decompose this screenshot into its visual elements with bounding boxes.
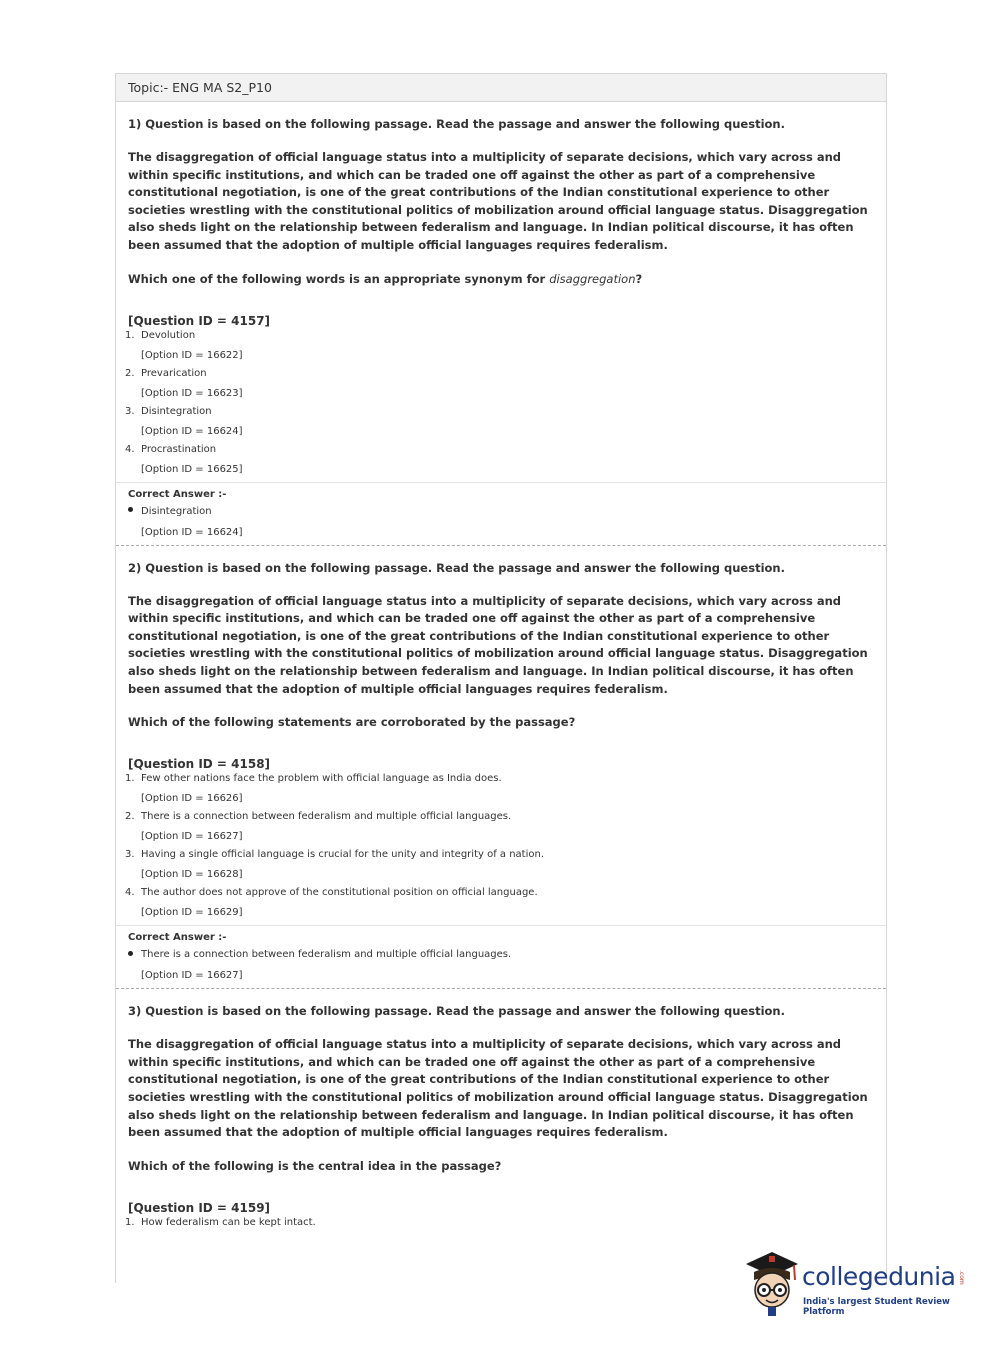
- question-paper: [115, 73, 887, 1283]
- option-item: 4. Procrastination [Option ID = 16625]: [128, 444, 874, 475]
- bullet-icon: [128, 951, 133, 956]
- option-id: [Option ID = 16628]: [141, 869, 243, 881]
- student-mascot-icon: [742, 1250, 800, 1320]
- question-divider: [116, 545, 886, 546]
- question-prompt: Which one of the following words is an appropriate synonym for disaggregation?: [128, 271, 643, 286]
- option-list: [125, 773, 874, 919]
- question-block: [116, 117, 886, 546]
- option-id: [Option ID = 16624]: [141, 425, 243, 437]
- option-item: 4. The author does not approve of the constitutional position on official language. [Option ID = 16629]: [128, 887, 874, 918]
- brand-name: collegedunia: [802, 1262, 956, 1291]
- question-divider: [116, 988, 886, 989]
- question-id: [Question ID = 4158]: [128, 757, 271, 772]
- option-id: [Option ID = 16629]: [141, 907, 243, 919]
- question-heading: 2) Question is based on the following passage. Read the passage and answer the following question.: [128, 560, 785, 575]
- collegedunia-logo: [742, 1250, 972, 1320]
- option-item: 1. Few other nations face the problem with official language as India does. [Option ID = 16626]: [128, 773, 874, 804]
- option-id: [Option ID = 16623]: [141, 387, 243, 399]
- correct-answer-option-id: [Option ID = 16624]: [141, 526, 243, 538]
- correct-answer-label: Correct Answer :-: [128, 488, 227, 500]
- option-id: [Option ID = 16622]: [141, 349, 243, 361]
- option-id: [Option ID = 16627]: [141, 831, 243, 843]
- brand-tagline: India's largest Student Review Platform: [803, 1297, 950, 1317]
- correct-answer-section: [116, 925, 886, 981]
- correct-answer-section: [116, 482, 886, 538]
- correct-answer: Disintegration: [128, 506, 874, 517]
- question-passage: The disaggregation of official language status into a multiplicity of separate decisions, which vary across and within specific institutions, and which can be traded one off against the other as part of a comprehensive constitutional negotiation, is one of the great contributions of the Indian constitutional experience to other societies wrestling with the constitutional politics of mobilization around official language status. Disaggregation also sheds light on the relationship between federalism and language. In Indian political discourse, it has often been assumed that the adoption of multiple official languages requires federalism.: [128, 1037, 868, 1140]
- correct-answer-option-id: [Option ID = 16627]: [141, 970, 243, 982]
- topic-header: Topic:- ENG MA S2_P10: [116, 73, 886, 102]
- option-item: 1. How federalism can be kept intact.: [125, 1216, 316, 1228]
- question-block: [116, 561, 886, 990]
- correct-answer: There is a connection between federalism and multiple official languages.: [128, 949, 874, 960]
- correct-answer-label: Correct Answer :-: [128, 932, 227, 944]
- option-item: 2. Prevarication [Option ID = 16623]: [128, 368, 874, 399]
- question-heading: 3) Question is based on the following passage. Read the passage and answer the following question.: [128, 1004, 785, 1019]
- question-passage: The disaggregation of official language status into a multiplicity of separate decisions, which vary across and within specific institutions, and which can be traded one off against the other as part of a comprehensive constitutional negotiation, is one of the great contributions of the Indian constitutional experience to other societies wrestling with the constitutional politics of mobilization around official language status. Disaggregation also sheds light on the relationship between federalism and language. In Indian political discourse, it has often been assumed that the adoption of multiple official languages requires federalism.: [128, 593, 868, 696]
- option-item: 2. There is a connection between federalism and multiple official languages. [Option ID = 16627]: [128, 811, 874, 842]
- question-id: [Question ID = 4159]: [128, 1200, 271, 1215]
- brand-domain: .com: [958, 1270, 965, 1285]
- option-list: [125, 1216, 874, 1228]
- question-heading: 1) Question is based on the following passage. Read the passage and answer the following question.: [128, 117, 785, 131]
- bullet-icon: [128, 507, 133, 512]
- option-item: 1. Devolution [Option ID = 16622]: [128, 330, 874, 361]
- option-id: [Option ID = 16626]: [141, 793, 243, 805]
- option-item: 3. Disintegration [Option ID = 16624]: [128, 406, 874, 437]
- question-passage: The disaggregation of official language status into a multiplicity of separate decisions, which vary across and within specific institutions, and which can be traded one off against the other as part of a comprehensive constitutional negotiation, is one of the great contributions of the Indian constitutional experience to other societies wrestling with the constitutional politics of mobilization around official language status. Disaggregation also sheds light on the relationship between federalism and language. In Indian political discourse, it has often been assumed that the adoption of multiple official languages requires federalism.: [128, 150, 868, 252]
- option-item: 3. Having a single official language is crucial for the unity and integrity of a nation. [Option ID = 16628]: [128, 849, 874, 880]
- option-id: [Option ID = 16625]: [141, 463, 243, 475]
- question-block: [116, 1004, 886, 1228]
- option-list: [125, 329, 874, 475]
- question-prompt: Which of the following statements are corroborated by the passage?: [128, 715, 576, 730]
- question-prompt: Which of the following is the central idea in the passage?: [128, 1158, 502, 1173]
- question-id: [Question ID = 4157]: [128, 313, 271, 328]
